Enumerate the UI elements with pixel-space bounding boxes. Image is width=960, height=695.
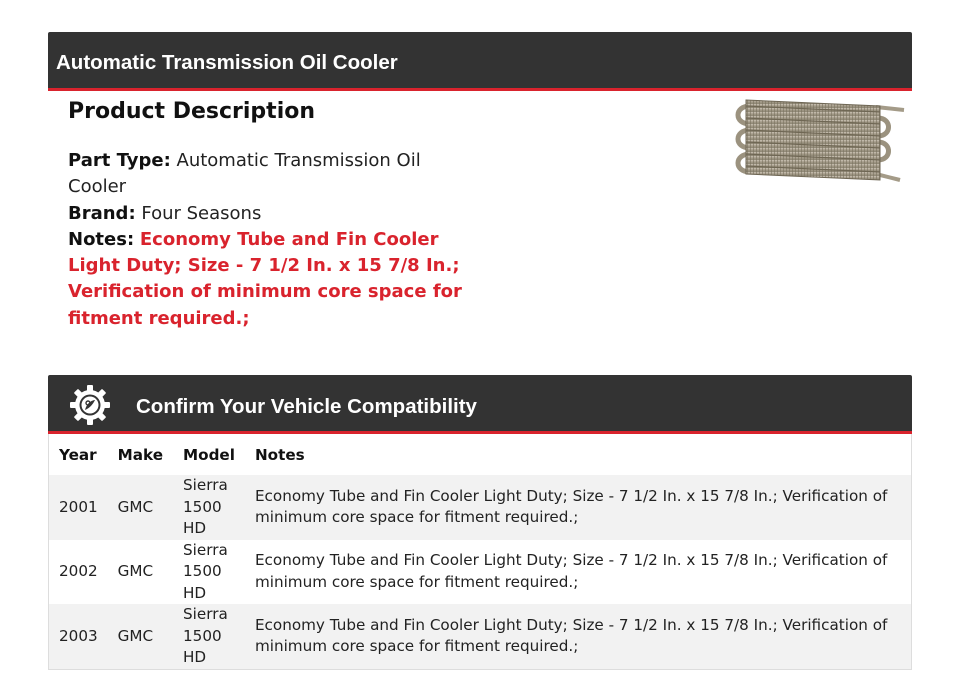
- cell-notes: Economy Tube and Fin Cooler Light Duty; Size - 7 1/2 In. x 15 7/8 In.; Verification of minimum core space for fitment required.;: [245, 540, 911, 605]
- table-row: [49, 475, 911, 540]
- brand-label: Brand:: [68, 202, 136, 224]
- cell-year: 2001: [49, 475, 108, 540]
- table-header-row: [49, 434, 911, 475]
- brand-row: [68, 201, 468, 227]
- compatibility-title: Confirm Your Vehicle Compatibility: [136, 395, 477, 418]
- col-model: Model: [183, 445, 235, 464]
- col-make: Make: [117, 445, 164, 464]
- page-title: Automatic Transmission Oil Cooler: [56, 51, 398, 74]
- cell-notes: Economy Tube and Fin Cooler Light Duty; Size - 7 1/2 In. x 15 7/8 In.; Verification of minimum core space for fitment required.;: [245, 475, 911, 540]
- cell-model: Sierra 1500 HD: [173, 604, 245, 669]
- cell-make: GMC: [108, 475, 173, 540]
- part-type-label: Part Type:: [68, 150, 171, 171]
- cell-model: Sierra 1500 HD: [173, 540, 245, 605]
- col-notes: Notes: [254, 445, 305, 464]
- notes-value: Economy Tube and Fin Cooler Light Duty; Size - 7 1/2 In. x 15 7/8 In.; Verification of minimum core space for fitment required.;: [68, 228, 462, 329]
- table-row: [49, 604, 911, 669]
- compatibility-table: [48, 434, 912, 670]
- part-type-row: [68, 148, 468, 201]
- col-year: Year: [59, 445, 97, 464]
- cell-notes: Economy Tube and Fin Cooler Light Duty; Size - 7 1/2 In. x 15 7/8 In.; Verification of minimum core space for fitment required.;: [245, 604, 911, 669]
- gear-icon: [68, 383, 112, 427]
- cell-make: GMC: [108, 604, 173, 669]
- description-fields: [68, 148, 468, 332]
- cell-model: Sierra 1500 HD: [173, 475, 245, 540]
- notes-label: Notes:: [68, 228, 135, 250]
- cell-make: GMC: [108, 540, 173, 605]
- cell-year: 2003: [49, 604, 108, 669]
- brand-value: Four Seasons: [141, 202, 262, 224]
- title-bar: [48, 32, 912, 91]
- description-heading: Product Description: [68, 99, 316, 124]
- cell-year: 2002: [49, 540, 108, 605]
- compatibility-bar: [48, 375, 912, 434]
- notes-row: [68, 227, 468, 332]
- product-description: [68, 96, 468, 332]
- part-type-value: Automatic Transmission Oil Cooler: [68, 150, 421, 198]
- table-row: [49, 540, 911, 605]
- transmission-cooler-image: [728, 96, 908, 188]
